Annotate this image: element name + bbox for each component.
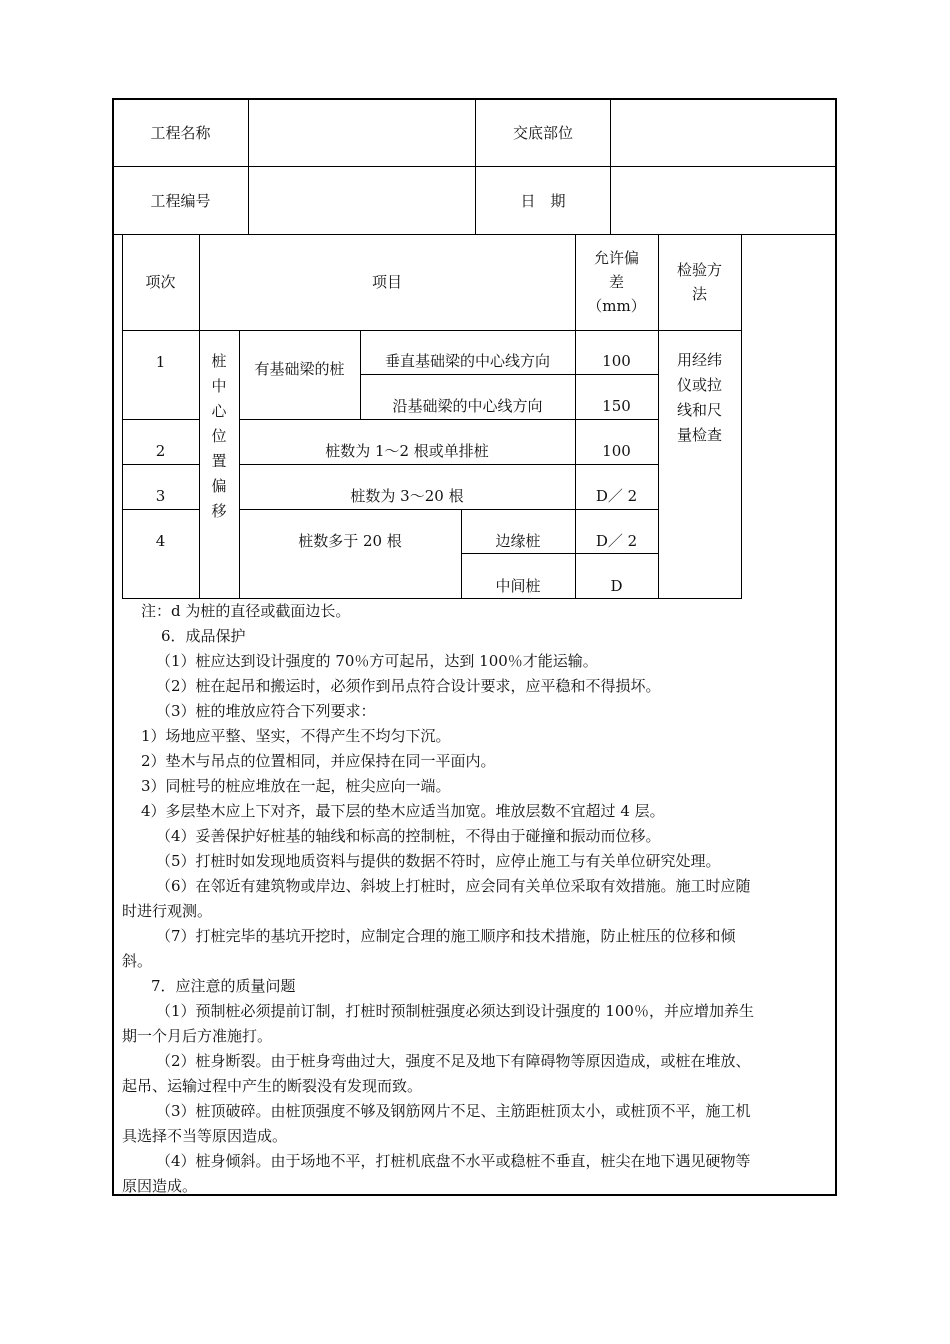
- s7-item4-line1: （4）桩身倾斜。由于场地不平，打桩机底盘不水平或稳桩不垂直，桩尖在地下遇见硬物等: [156, 1152, 751, 1170]
- s6-item4: （4）妥善保护好桩基的轴线和标高的控制桩，不得由于碰撞和振动而位移。: [156, 827, 661, 845]
- row3-tolerance: D／ 2: [595, 487, 638, 505]
- method-line-2: 仪或拉: [676, 376, 722, 394]
- row4b-tolerance: D: [610, 577, 623, 595]
- row2-no: 2: [155, 442, 166, 460]
- method-line-3: 线和尺: [676, 401, 722, 419]
- row1-bottom-item: [239, 419, 658, 420]
- col-header-method: [658, 234, 741, 330]
- row4a-sub: 边缘桩: [495, 532, 541, 550]
- s6-item6-line2: 时进行观测。: [122, 902, 213, 920]
- method-line-4: 量检查: [676, 426, 722, 444]
- row2-item: 桩数为 1～2 根或单排桩: [325, 442, 489, 460]
- handover-part-label: 交底部位: [512, 123, 573, 142]
- handover-part-field[interactable]: [611, 99, 836, 166]
- row1a-tolerance: 100: [602, 352, 631, 370]
- row1-bottom-no: [122, 419, 199, 420]
- section6-title: 6．成品保护: [161, 627, 246, 645]
- inspection-method: [658, 348, 741, 448]
- group-char-2: 中: [211, 377, 227, 395]
- s6-item7-line1: （7）打桩完毕的基坑开挖时，应制定合理的施工顺序和技术措施，防止桩压的位移和倾: [156, 927, 736, 945]
- table-note: 注：d 为桩的直径或截面边长。: [141, 602, 351, 620]
- col-header-tolerance-line1: 允许偏: [593, 249, 639, 267]
- s6-item3-3: 3）同桩号的桩应堆放在一起，桩尖应向一端。: [141, 777, 451, 795]
- s6-item3-2: 2）垫木与吊点的位置相同，并应保持在同一平面内。: [141, 752, 496, 770]
- s6-item5: （5）打桩时如发现地质资料与提供的数据不符时，应停止施工与有关单位研究处理。: [156, 852, 721, 870]
- row2-bottom-item: [239, 464, 658, 465]
- group-char-7: 移: [211, 502, 227, 520]
- s7-item2-line2: 起吊、运输过程中产生的断裂没有发现而致。: [122, 1077, 423, 1095]
- s7-item3-line2: 具选择不当等原因造成。: [122, 1127, 288, 1145]
- section7-title: 7．应注意的质量问题: [151, 977, 296, 995]
- row4-item: 桩数多于 20 根: [298, 532, 402, 550]
- row3-bottom-no: [122, 509, 199, 510]
- tol-header-bottom: [122, 330, 742, 331]
- date-field[interactable]: [611, 167, 836, 234]
- s6-item3-1: 1）场地应平整、坚实，不得产生不均匀下沉。: [141, 727, 451, 745]
- s6-item7-line2: 斜。: [122, 952, 153, 970]
- date-label: 日 期: [520, 191, 566, 210]
- s7-item4-line2: 原因造成。: [122, 1177, 198, 1195]
- project-no-field[interactable]: [249, 167, 475, 234]
- s6-item2: （2）桩在起吊和搬运时，必须作到吊点符合设计要求，应平稳和不得损坏。: [156, 677, 661, 695]
- row2-tolerance: 100: [602, 442, 631, 460]
- group-char-1: 桩: [211, 352, 227, 370]
- group-char-6: 偏: [211, 477, 227, 495]
- row2-bottom-no: [122, 464, 199, 465]
- s7-item2-line1: （2）桩身断裂。由于桩身弯曲过大，强度不足及地下有障碍物等原因造成，或桩在堆放、: [156, 1052, 751, 1070]
- col-header-tolerance-line2: 差: [608, 273, 624, 291]
- col-header-method-line2: 法: [691, 285, 707, 303]
- group-char-3: 心: [211, 402, 227, 420]
- row4a-tolerance: D／ 2: [595, 532, 638, 550]
- row1-split-line: [360, 374, 658, 375]
- col-header-method-line1: 检验方: [676, 261, 722, 279]
- col-header-item: 项目: [371, 273, 402, 291]
- row3-no: 3: [155, 487, 166, 505]
- project-no-label: 工程编号: [150, 191, 211, 210]
- s6-item1: （1）桩应达到设计强度的 70％方可起吊，达到 100％才能运输。: [156, 652, 598, 670]
- col-header-tolerance-line3: （mm）: [587, 297, 646, 315]
- beam-pile-label: 有基础梁的桩: [254, 359, 345, 378]
- group-char-5: 置: [211, 452, 227, 470]
- row3-bottom-item: [239, 509, 658, 510]
- row1b-tolerance: 150: [602, 397, 631, 415]
- group-char-4: 位: [211, 427, 227, 445]
- row4b-sub: 中间桩: [495, 577, 541, 595]
- s7-item1-line2: 期一个月后方准施打。: [122, 1027, 273, 1045]
- project-name-field[interactable]: [249, 99, 475, 166]
- row1a-item: 垂直基础梁的中心线方向: [384, 352, 550, 370]
- row1-no: 1: [155, 353, 166, 371]
- col-header-no: 项次: [145, 273, 176, 291]
- method-line-1: 用经纬: [676, 351, 722, 369]
- tol-table-right: [741, 234, 742, 598]
- s7-item1-line1: （1）预制桩必须提前订制，打桩时预制桩强度必须达到设计强度的 100％，并应增加养生: [156, 1002, 754, 1020]
- row1b-item: 沿基础梁的中心线方向: [392, 397, 543, 415]
- row3-item: 桩数为 3～20 根: [350, 487, 464, 505]
- row4-split-line: [461, 553, 658, 554]
- project-name-label: 工程名称: [150, 123, 211, 142]
- s6-item6-line1: （6）在邻近有建筑物或岸边、斜坡上打桩时，应会同有关单位采取有效措施。施工时应随: [156, 877, 751, 895]
- s6-item3: （3）桩的堆放应符合下列要求：: [156, 702, 376, 720]
- s6-item3-4: 4）多层垫木应上下对齐，最下层的垫木应适当加宽。堆放层数不宜超过 4 层。: [141, 802, 665, 820]
- col-header-tolerance: [575, 234, 658, 330]
- s7-item3-line1: （3）桩顶破碎。由桩顶强度不够及钢筋网片不足、主筋距桩顶太小，或桩顶不平，施工机: [156, 1102, 751, 1120]
- row4-no: 4: [155, 532, 166, 550]
